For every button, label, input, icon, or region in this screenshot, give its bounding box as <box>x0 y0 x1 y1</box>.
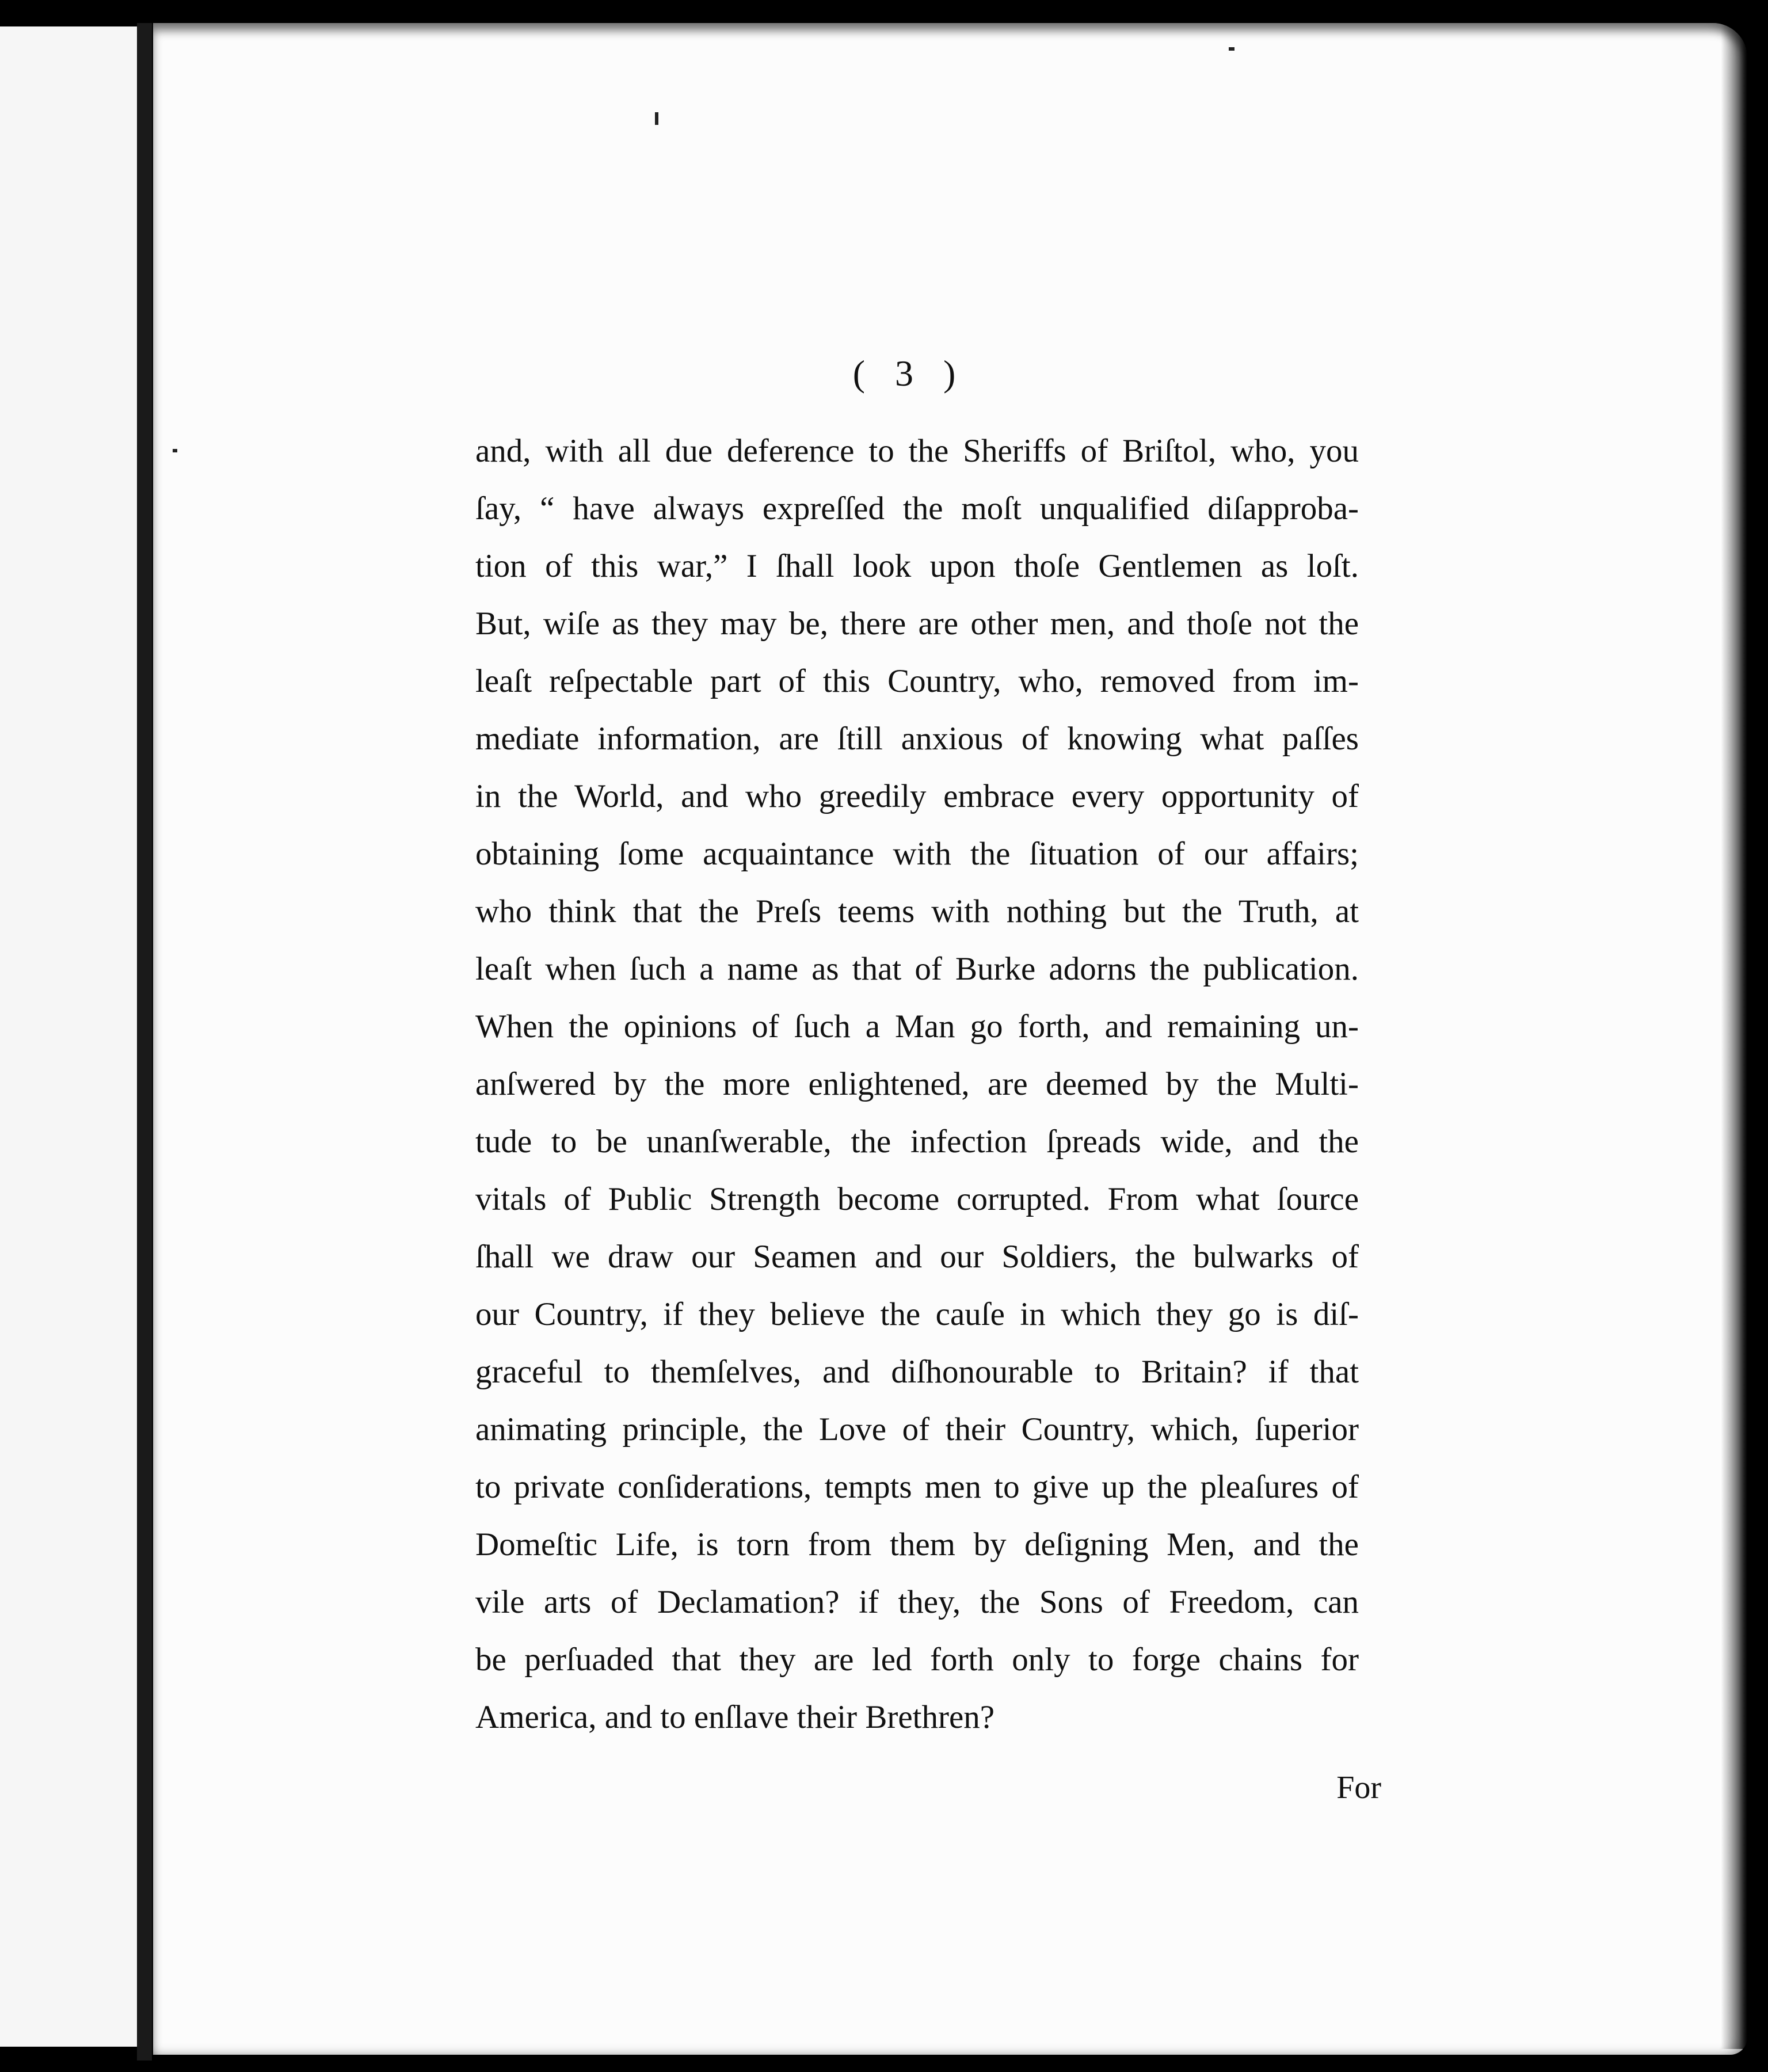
text-line: tude to be unanſwerable, the infection ſpreads wide, and the <box>475 1123 1359 1160</box>
text-line: Domeſtic Life, is torn from them by deſigning Men, and the <box>475 1526 1359 1563</box>
text-line: mediate information, are ſtill anxious of knowing what paſſes <box>475 721 1359 757</box>
text-line: animating principle, the Love of their Country, which, ſuperior <box>475 1411 1359 1448</box>
text-line: who think that the Preſs teems with nothing but the Truth, at <box>475 893 1359 930</box>
text-line: obtaining ſome acquaintance with the ſituation of our affairs; <box>475 836 1359 872</box>
ink-speck <box>1229 47 1234 51</box>
text-line: leaſt reſpectable part of this Country, who, removed from im- <box>475 663 1359 699</box>
text-line: in the World, and who greedily embrace every opportunity of <box>475 778 1359 814</box>
text-line: America, and to enſlave their Brethren? <box>475 1699 995 1735</box>
catchword: For <box>1336 1770 1381 1806</box>
page-right-shadow <box>1721 23 1747 2049</box>
text-line: tion of this war,” I ſhall look upon thoſe Gentlemen as loſt. <box>475 548 1359 584</box>
text-line: vitals of Public Strength become corrupted. From what ſource <box>475 1181 1359 1217</box>
ink-speck <box>173 449 177 452</box>
text-line: graceful to themſelves, and diſhonourable to Britain? if that <box>475 1354 1359 1390</box>
text-line: ſay, “ have always expreſſed the moſt unqualified diſapproba- <box>475 490 1359 527</box>
page-number: ( 3 ) <box>852 353 966 394</box>
text-line: be perſuaded that they are led forth only to forge chains for <box>475 1641 1359 1678</box>
text-line: But, wiſe as they may be, there are other men, and thoſe not the <box>475 605 1359 642</box>
text-line: leaſt when ſuch a name as that of Burke adorns the publication. <box>475 951 1359 987</box>
text-line: When the opinions of ſuch a Man go forth, and remaining un- <box>475 1008 1359 1045</box>
text-line: to private conſiderations, tempts men to give up the pleaſures of <box>475 1469 1359 1505</box>
ink-speck <box>655 112 658 125</box>
text-line: vile arts of Declamation? if they, the Sons of Freedom, can <box>475 1584 1359 1620</box>
body-text <box>475 422 1359 1746</box>
text-line: our Country, if they believe the cauſe in which they go is diſ- <box>475 1296 1359 1332</box>
book-gutter <box>137 23 152 2060</box>
text-line: ſhall we draw our Seamen and our Soldiers, the bulwarks of <box>475 1239 1359 1275</box>
text-line: and, with all due deference to the Sheriffs of Briſtol, who, you <box>475 433 1359 469</box>
text-line: anſwered by the more enlightened, are deemed by the Multi- <box>475 1066 1359 1102</box>
facing-page-edge <box>0 26 140 2047</box>
